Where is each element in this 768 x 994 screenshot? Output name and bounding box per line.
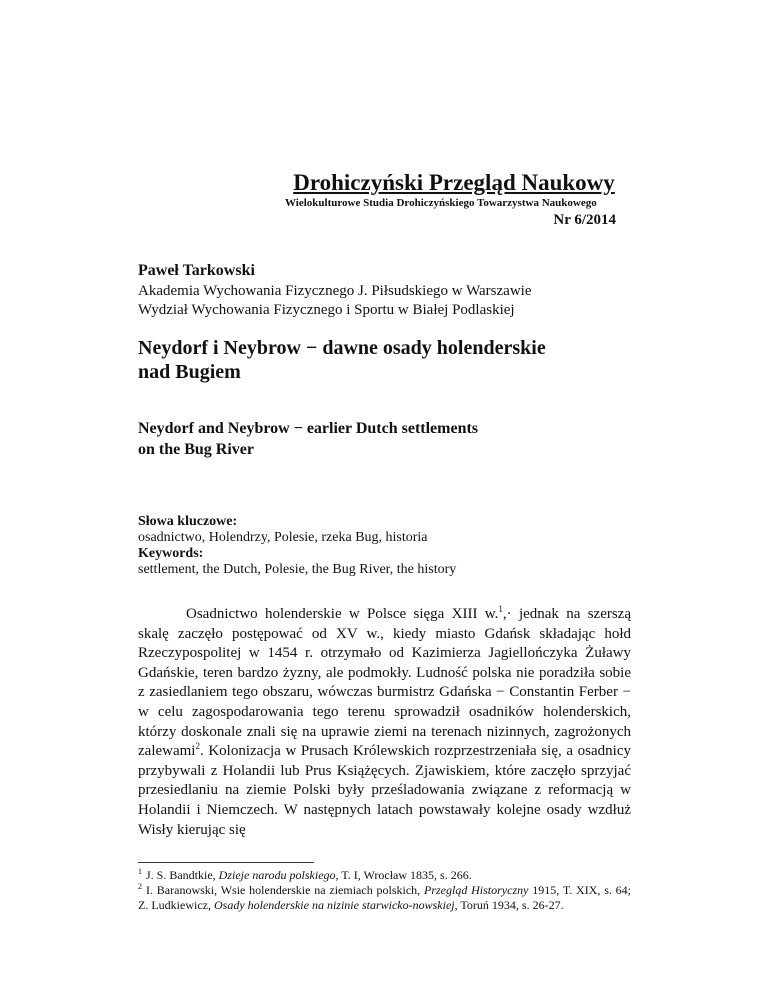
keywords-pl-text: osadnictwo, Holendrzy, Polesie, rzeka Bug, historia [138, 530, 428, 545]
journal-subtitle: Wielokulturowe Studia Drohiczyńskiego Towarzystwa Naukowego [285, 197, 597, 209]
footnote-2-text-c: , Toruń 1934, s. 26-27. [454, 898, 564, 912]
issue-number: Nr 6/2014 [553, 212, 616, 228]
keywords-en-heading: Keywords: [138, 546, 204, 561]
keywords-pl-heading: Słowa kluczowe: [138, 514, 238, 529]
journal-title: Drohiczyński Przegląd Naukowy [293, 170, 615, 195]
title-pl-line-1: Neydorf i Neybrow − dawne osady holenderskie [138, 337, 546, 359]
footnote-1 [138, 868, 631, 883]
author-affiliation-1: Akademia Wychowania Fizycznego J. Piłsudskiego w Warszawie [138, 283, 532, 299]
article-title-polish [138, 336, 638, 384]
title-en-line-1: Neydorf and Neybrow − earlier Dutch settlements [138, 420, 479, 437]
author-name: Paweł Tarkowski [138, 262, 255, 279]
footnote-1-text-b: , T. I, Wrocław 1835, s. 266. [335, 868, 472, 882]
footnote-separator [138, 862, 314, 863]
footnote-ref-1[interactable]: 1 [498, 604, 503, 614]
title-pl-line-2: nad Bugiem [138, 361, 241, 383]
footnote-2-journal: Przegląd Historyczny [423, 883, 529, 897]
footnote-ref-2[interactable]: 2 [195, 741, 200, 752]
body-text-3: . Kolonizacja w Prusach Królewskich rozprzestrzeniała się, a osadnicy przybywali z Holandii lub Prus Książęcych. Zjawiskiem, które zaczęło sprzyjać przesiedlaniu na ziemie Polski były prześladowania związane z reformacją w Holandii i Niemczech. W następnych latach powstawały kolejne osady wzdłuż Wisły kierując się [138, 743, 631, 838]
article-title-english [138, 418, 638, 460]
title-en-line-2: on the Bug River [138, 441, 254, 458]
footnote-2 [138, 883, 631, 913]
footnotes [138, 868, 631, 913]
footnote-2-text-b: 1915, T. XIX, s. 64; Z. Ludkiewicz, [138, 883, 631, 912]
keywords-en-text: settlement, the Dutch, Polesie, the Bug River, the history [138, 562, 457, 577]
footnote-2-number: 2 [138, 882, 142, 891]
footnote-2-text-a: I. Baranowski, Wsie holenderskie na ziemiach polskich, [146, 883, 424, 897]
author-affiliation-2: Wydział Wychowania Fizycznego i Sportu w Białej Podlaskiej [138, 302, 515, 318]
footnote-1-title: Dzieje narodu polskiego [218, 868, 336, 882]
body-text-2: ,· jednak na szerszą skalę zaczęło postępować od XV w., kiedy miasto Gdańsk składając hołd Rzeczypospolitej w 1454 r. otrzymało od Kazimierza Jagiellończyka Żuławy Gdańskie, teren bardzo żyzny, ale podmokły. Ludność polska nie poradziła sobie z zasiedlaniem tego obszaru, wówczas burmistrz Gdańska − Constantin Ferber − w celu zagospodarowania tego terenu sprowadził osadników holenderskich, którzy doskonale znali się na uprawie ziemi na terenach nizinnych, zagrożonych zalewami [138, 606, 631, 760]
footnote-2-title: Osady holenderskie na nizinie starwicko-nowskiej [213, 898, 455, 912]
footnote-1-text-a: J. S. Bandtkie, [146, 868, 219, 882]
body-text-1: Osadnictwo holenderskie w Polsce sięga XIII w. [186, 606, 499, 622]
body-paragraph [138, 605, 631, 840]
footnote-1-number: 1 [138, 867, 142, 876]
